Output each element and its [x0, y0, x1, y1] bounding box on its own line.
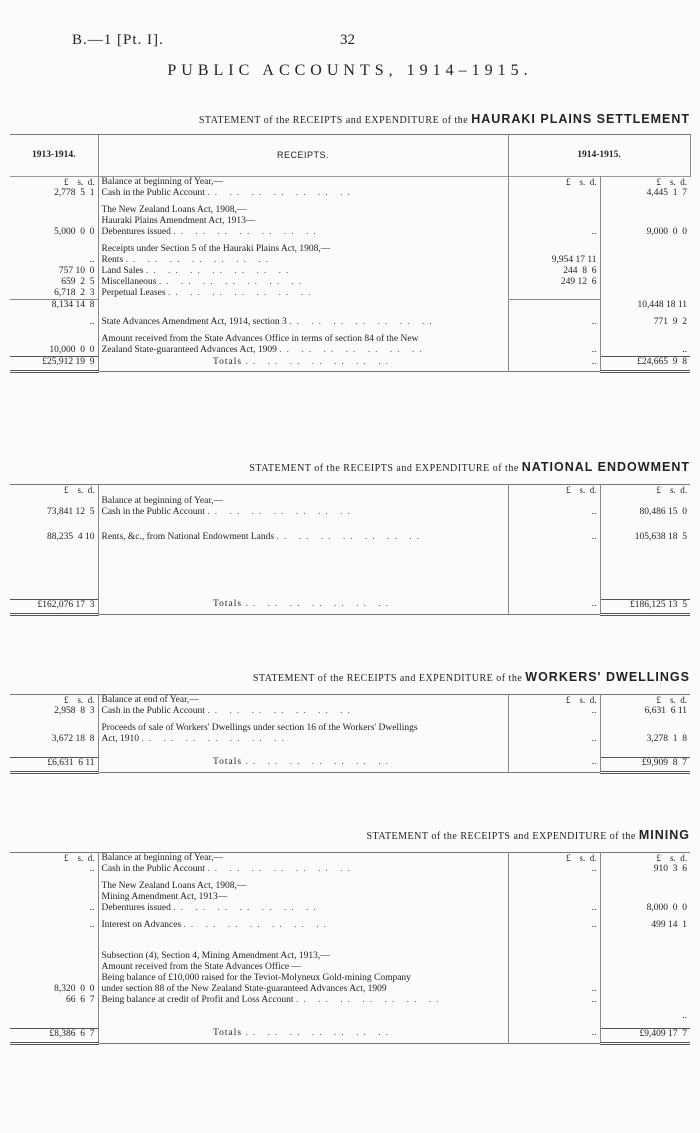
page-number: 32	[340, 32, 355, 48]
line-label: Mining Amendment Act, 1913—	[98, 892, 508, 903]
line-label: State Advances Amendment Act, 1914, section 3	[101, 317, 287, 327]
amount: 105,638 18 5	[634, 532, 687, 542]
line-label: Miscellaneous	[101, 277, 157, 287]
leader-dots: .. .. .. .. .. .. ..	[173, 903, 321, 913]
line-label: Cash in the Public Account	[101, 706, 205, 716]
line-label: Cash in the Public Account	[101, 507, 205, 517]
amount: 2,778 5 1	[10, 188, 98, 199]
amount: 244 8 6	[508, 266, 600, 277]
amount: 4,445 1 7	[646, 188, 688, 198]
hauraki-table: 1913-1914. RECEIPTS. 1914-1915. £ s. d. Balance at beginning of Year,— £ s. d. £ s. d. 2,778 5 1 Cash in the Public Account .. .. .. .. .. .. .. 4,445 1 7 The New Zealand Loans Act, 1908,— Hauraki Plains Amendment Act, 1913— 5,000 0 0 Debentures issued .. .. .. .. .. .. .. .. 9,000 0 0 Receipts under Section 5 of the Hauraki Plains Act, 1908,— .. Rents .. .. .. .. .. .. .. 9,954 17 11 757 10 0 Land Sales .. .. .. .. .. .. .. 244 8 6 659 2 5 Miscellaneous .. .. .. .. .. .. .. 249 12 6 6,718 2 3 Perpetual Leases .. .. .. .. .. .. .. 8,134 14 8 10,448 18 11 .. State Advances Amendment Act, 1914, section 3 .. .. .. .. .. .. .. .. 771 9 2 Amount received from the State Advances Office in terms of section 84 of the New 10,000 0 0 Zealand State-guaranteed Advances Act, 1909 .. .. .. .. .. .. .. .. .. £25,912 19 9 Totals .. .. .. .. .. .. .. .. £24,665 9 8	[10, 134, 691, 373]
units-label: £ s. d.	[10, 695, 98, 707]
line-label: under section 88 of the New Zealand State-guaranteed Advances Act, 1909	[98, 984, 508, 995]
amount: ..	[682, 345, 688, 355]
units-label: £ s. d.	[10, 177, 98, 189]
leader-dots: .. .. .. .. .. .. ..	[245, 599, 393, 609]
line-label: Interest on Advances	[101, 920, 182, 930]
totals-label: Totals	[213, 757, 243, 767]
national-table: £ s. d. £ s. d. £ s. d. Balance at beginning of Year,— 73,841 12 5 Cash in the Public Account .. .. .. .. .. .. .. .. 80,486 15 0 88,235 4 10 Rents, &c., from National Endowment Lands .. .. .. .. .. .. .. .. 105,638 18 5 £162,076 17 3 Totals .. .. .. .. .. .. .. .. £186,125 13 5	[10, 484, 690, 616]
totals-label: Totals	[213, 599, 243, 609]
leader-dots: .. .. .. .. .. .. ..	[167, 288, 316, 298]
amount: 10,000 0 0	[10, 345, 98, 357]
leader-dots: .. .. .. .. .. .. ..	[207, 188, 355, 198]
workers-statement-name: WORKERS' DWELLINGS	[525, 670, 690, 684]
leader-dots: .. .. .. .. .. .. ..	[289, 317, 437, 327]
balance-heading: Balance at beginning of Year,—	[98, 853, 508, 865]
total-amount: £24,665 9 8	[600, 357, 690, 372]
amount: 3,278 1 8	[646, 734, 687, 744]
workers-statement-heading: STATEMENT of the RECEIPTS and EXPENDITURE of the WORKERS' DWELLINGS	[252, 670, 690, 684]
line-label: Subsection (4), Section 4, Mining Amendment Act, 1913,—	[98, 951, 508, 962]
mining-statement-name: MINING	[638, 828, 690, 842]
line-label: Being balance at credit of Profit and Loss Account	[101, 995, 294, 1005]
totals-label: Totals	[213, 356, 243, 367]
line-label: Act, 1910	[101, 734, 139, 744]
amount: 80,486 15 0	[639, 507, 687, 517]
mining-statement-heading: STATEMENT of the RECEIPTS and EXPENDITURE of the MINING	[366, 828, 690, 842]
amount: 88,235 4 10	[10, 532, 98, 543]
amount: ..	[10, 864, 98, 875]
document-reference: B.—1 [Pt. I].	[72, 32, 164, 48]
subtotal: 8,134 14 8	[10, 300, 98, 312]
amount: 249 12 6	[508, 277, 600, 288]
balance-heading: Balance at end of Year,—	[98, 695, 508, 707]
leader-dots: .. .. .. .. .. .. ..	[141, 734, 289, 744]
amount: 2,958 8 3	[10, 706, 98, 717]
line-label: Rents	[101, 255, 124, 265]
amount: 771 9 2	[653, 317, 688, 327]
units-label: £ s. d.	[508, 485, 600, 497]
line-label: Amount received from the State Advances Office in terms of section 84 of the New	[98, 334, 508, 345]
total-amount: £9,409 17 7	[600, 1028, 690, 1043]
line-label: Perpetual Leases	[101, 288, 166, 298]
amount: 6,631 6 11	[644, 706, 687, 716]
amount: 8,320 0 0	[10, 984, 98, 995]
line-label: Receipts under Section 5 of the Hauraki Plains Act, 1908,—	[98, 244, 508, 255]
leader-dots: .. .. .. .. .. .. ..	[183, 920, 332, 930]
page-title: PUBLIC ACCOUNTS, 1914–1915.	[167, 62, 533, 79]
amount: 3,672 18 8	[10, 734, 98, 745]
units-label: £ s. d.	[508, 695, 600, 707]
amount: 9,000 0 0	[646, 227, 688, 237]
col-header-receipts: RECEIPTS.	[98, 135, 508, 177]
amount: ..	[10, 920, 98, 931]
national-statement-name: NATIONAL ENDOWMENT	[521, 460, 690, 474]
line-label: Land Sales	[101, 266, 144, 276]
line-label: Being balance of £10,000 raised for the Teviot-Molyneux Gold-mining Company	[98, 973, 508, 984]
leader-dots: .. .. .. .. .. .. ..	[245, 1028, 393, 1038]
national-statement-heading: STATEMENT of the RECEIPTS and EXPENDITURE of the NATIONAL ENDOWMENT	[249, 460, 690, 474]
units-label: £ s. d.	[10, 853, 98, 865]
mining-table: £ s. d. Balance at beginning of Year,— £ s. d. £ s. d. .. Cash in the Public Account .. .. .. .. .. .. .. .. 910 3 6 The New Zealand Loans Act, 1908,— Mining Amendment Act, 1913— .. Debentures issued .. .. .. .. .. .. .. .. 8,000 0 0 .. Interest on Advances .. .. .. .. .. .. .. .. 499 14 1 Subsection (4), Section 4, Mining Amendment Act, 1913,— Amount received from the State Advances Office — Being balance of £10,000 raised for the Teviot-Molyneux Gold-mining Company 8,320 0 0 under section 88 of the New Zealand State-guaranteed Advances Act, 1909 .. 66 6 7 Being balance at credit of Profit and Loss Account .. .. .. .. .. .. .. .. .. £8,386 6 7 Totals .. .. .. .. .. .. .. .. £9,409 17 7	[10, 852, 690, 1045]
balance-heading: Balance at beginning of Year,—	[98, 177, 508, 189]
leader-dots: .. .. .. .. .. .. ..	[295, 995, 444, 1005]
amount: 9,954 17 11	[508, 255, 600, 266]
leader-dots: .. .. .. .. .. .. ..	[207, 507, 355, 517]
amount: ..	[10, 903, 98, 914]
leader-dots: .. .. .. .. .. .. ..	[245, 757, 393, 767]
line-label: Amount received from the State Advances Office —	[98, 962, 508, 973]
units-label: £ s. d.	[508, 853, 600, 865]
amount: 5,000 0 0	[10, 227, 98, 238]
amount: 757 10 0	[10, 266, 98, 277]
units-label: £ s. d.	[10, 485, 98, 497]
amount: 499 14 1	[651, 920, 687, 930]
line-label: Debentures issued	[101, 903, 171, 913]
leader-dots: .. .. .. .. .. .. ..	[276, 532, 424, 542]
leader-dots: .. .. .. .. .. .. ..	[245, 356, 393, 367]
leader-dots: .. .. .. .. .. .. ..	[125, 255, 274, 265]
amount: 73,841 12 5	[10, 507, 98, 518]
subtotal: 10,448 18 11	[637, 299, 688, 310]
line-label: The New Zealand Loans Act, 1908,—	[98, 881, 508, 892]
line-label: Debentures issued	[101, 227, 171, 237]
line-label: Hauraki Plains Amendment Act, 1913—	[98, 216, 508, 227]
hauraki-statement-name: HAURAKI PLAINS SETTLEMENT	[471, 112, 690, 126]
balance-heading: Balance at beginning of Year,—	[98, 496, 508, 507]
line-label: Cash in the Public Account	[101, 864, 205, 874]
line-label: The New Zealand Loans Act, 1908,—	[98, 205, 508, 216]
total-amount: £8,386 6 7	[10, 1028, 98, 1043]
total-amount: £162,076 17 3	[10, 599, 98, 614]
units-label: £ s. d.	[656, 177, 688, 187]
col-header-1913: 1913-1914.	[10, 135, 98, 177]
amount: 910 3 6	[653, 864, 687, 874]
amount: 66 6 7	[10, 995, 98, 1006]
col-header-1914: 1914-1915.	[508, 135, 690, 177]
leader-dots: .. .. .. .. .. .. ..	[145, 266, 294, 276]
total-amount: £186,125 13 5	[600, 599, 690, 614]
leader-dots: .. .. .. .. .. .. ..	[173, 227, 321, 237]
leader-dots: .. .. .. .. .. .. ..	[279, 345, 427, 355]
units-label: £ s. d.	[656, 485, 687, 495]
amount: 8,000 0 0	[646, 903, 687, 913]
line-label: Proceeds of sale of Workers' Dwellings under section 16 of the Workers' Dwellings	[98, 723, 508, 734]
hauraki-statement-heading: STATEMENT of the RECEIPTS and EXPENDITURE of the HAURAKI PLAINS SETTLEMENT	[198, 112, 690, 126]
amount: ..	[10, 317, 98, 328]
amount: ..	[10, 255, 98, 266]
total-amount: £6,631 6 11	[10, 757, 98, 772]
total-amount: £9,909 8 7	[600, 757, 690, 772]
leader-dots: .. .. .. .. .. .. ..	[158, 277, 307, 287]
totals-label: Totals	[213, 1028, 243, 1038]
leader-dots: .. .. .. .. .. .. ..	[207, 706, 355, 716]
line-label: Cash in the Public Account	[101, 188, 205, 198]
units-label: £ s. d.	[508, 177, 600, 189]
total-amount: £25,912 19 9	[10, 357, 98, 372]
units-label: £ s. d.	[656, 695, 687, 705]
line-label: Rents, &c., from National Endowment Lands	[101, 532, 275, 542]
line-label: Zealand State-guaranteed Advances Act, 1909	[101, 345, 277, 355]
leader-dots: .. .. .. .. .. .. ..	[207, 864, 355, 874]
amount: 659 2 5	[10, 277, 98, 288]
amount: 6,718 2 3	[10, 288, 98, 300]
units-label: £ s. d.	[656, 853, 687, 863]
workers-table: £ s. d. Balance at end of Year,— £ s. d. £ s. d. 2,958 8 3 Cash in the Public Account .. .. .. .. .. .. .. .. 6,631 6 11 Proceeds of sale of Workers' Dwellings under section 16 of the Workers' Dwellings 3,672 18 8 Act, 1910 .. .. .. .. .. .. .. .. 3,278 1 8 £6,631 6 11 Totals .. .. .. .. .. .. .. .. £9,909 8 7	[10, 694, 690, 774]
